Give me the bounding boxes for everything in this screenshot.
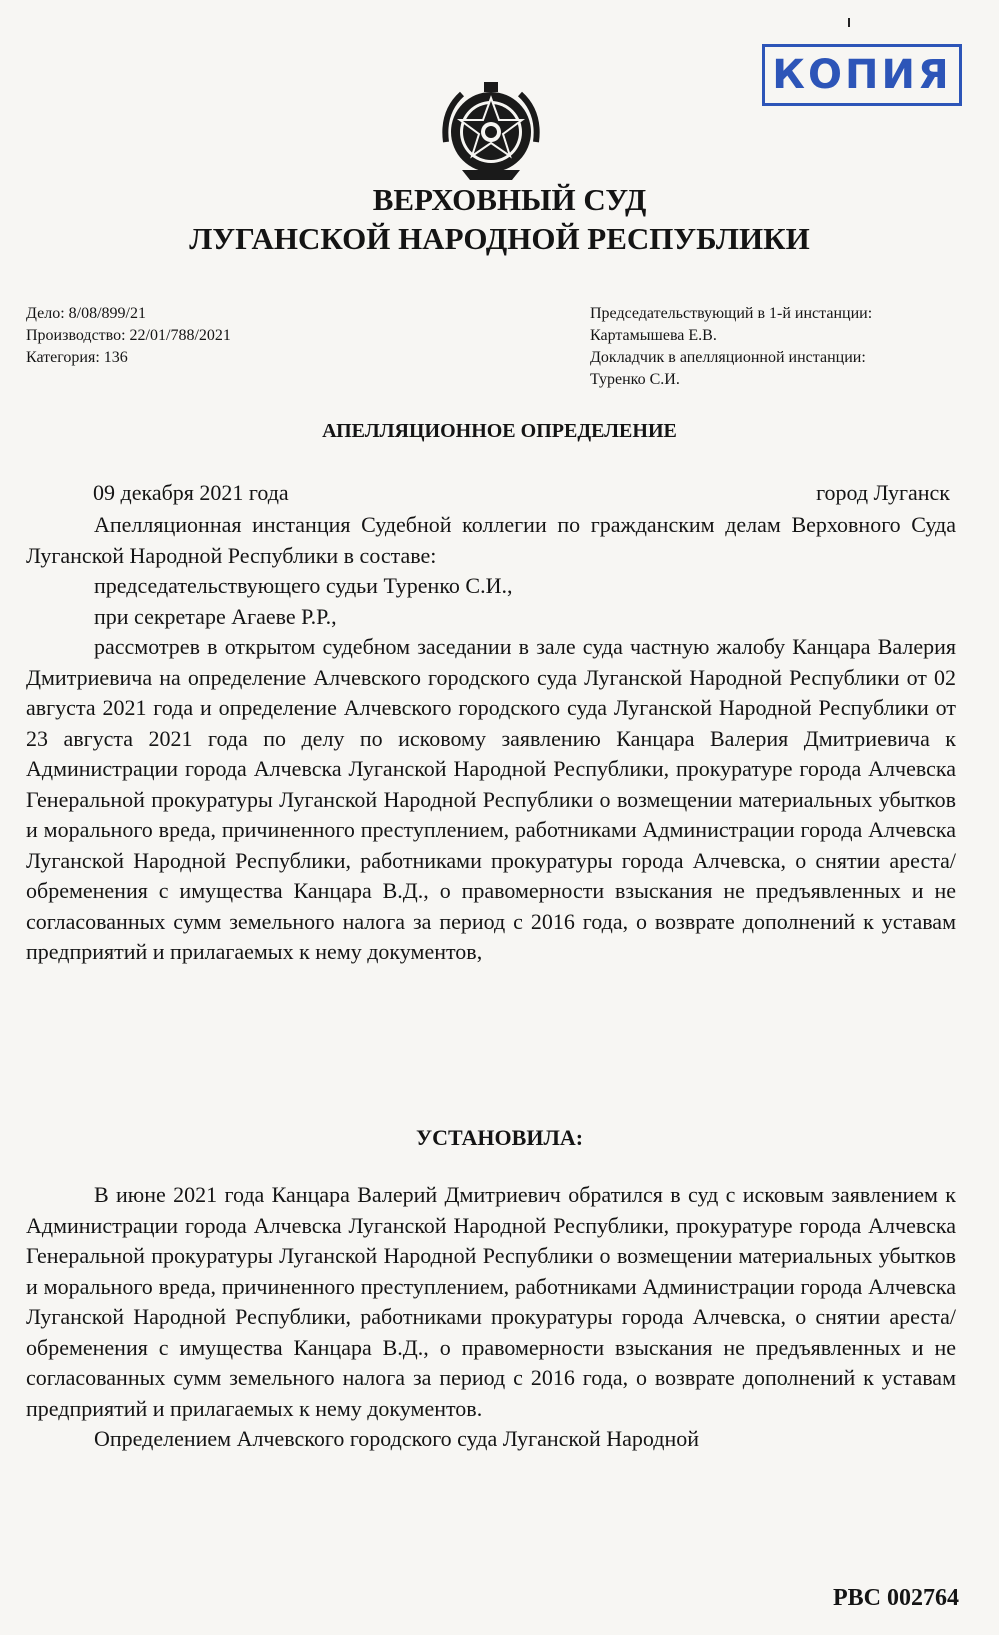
scan-mark [848,18,850,27]
court-title-line2: ЛУГАНСКОЙ НАРОДНОЙ РЕСПУБЛИКИ [189,221,810,256]
findings-paragraph: В июне 2021 года Канцара Валерий Дмитриевич обратился в суд с исковым заявлением к Администрации города Алчевска Луганской Народной Республики, прокуратуре города Алчевска Генеральной прокуратуры Луганской Народной Республики о возмещении материальных убытков и морального вреда, причиненного преступлением, работниками Администрации города Алчевска Луганской Народной Республики, работниками прокуратуры города Алчевска, о снятии ареста/обременения с имущества Канцара В.Д., о правомерности взыскания не предъявленных и не согласованных сумм земельного налога за период с 2016 года, о возврате дополнений к уставам предприятий и прилагаемых к нему документов. [26,1182,956,1421]
intro-paragraph: при секретаре Агаеве Р.Р., [94,603,337,629]
case-category: Категория: 136 [26,349,128,366]
findings-text [26,1180,956,1455]
document-type-heading: АПЕЛЛЯЦИОННОЕ ОПРЕДЕЛЕНИЕ [322,420,677,442]
coat-of-arms-emblem [432,82,550,188]
case-number: Дело: 8/08/899/21 [26,305,146,322]
document-date: 09 декабря 2021 года [93,480,289,505]
intro-paragraph: председательствующего судьи Туренко С.И., [94,573,513,598]
case-info [26,303,231,369]
findings-paragraph: Определением Алчевского городского суда Луганской Народной [94,1426,700,1451]
judges-info [590,303,872,391]
serial-number: РВС 002764 [833,1585,959,1611]
court-title [0,180,999,258]
section-heading: УСТАНОВИЛА: [415,1125,584,1150]
proceeding-number: Производство: 22/01/788/2021 [26,327,231,344]
document-city: город Луганск [816,480,950,505]
intro-paragraph: рассмотрев в открытом судебном заседании в зале суда частную жалобу Канцара Валерия Дмитриевича на определение Алчевского городского суда Луганской Народной Республики от 02 августа 2021 года и определение Алчевского городского суда Луганской Народной Республики от 23 августа 2021 года по делу по исковому заявлению Канцара Валерия Дмитриевича к Администрации города Алчевска Луганской Народной Республики, прокуратуре города Алчевска Генеральной прокуратуры Луганской Народной Республики о возмещении материальных убытков и морального вреда, причиненного преступлением, работниками Администрации города Алчевска Луганской Народной Республики, работниками прокуратуры города Алчевска, о снятии ареста/обременения с имущества Канцара В.Д., о правомерности взыскания не предъявленных и не согласованных сумм земельного налога за период с 2016 года, о возврате дополнений к уставам предприятий и прилагаемых к нему документов, [26,634,956,964]
reporter-label: Докладчик в апелляционной инстанции: [590,349,866,366]
first-instance-judge: Картамышева Е.В. [590,327,717,344]
reporter-judge: Туренко С.И. [590,371,680,388]
intro-paragraph: Апелляционная инстанция Судебной коллегии по гражданским делам Верховного Суда Луганской Народной Республики в составе: [26,512,956,568]
dateline [93,480,950,506]
court-title-line1: ВЕРХОВНЫЙ СУД [372,182,647,217]
intro-text [26,510,956,968]
copy-stamp: КОПИЯ [762,44,962,106]
first-instance-label: Председательствующий в 1-й инстанции: [590,305,873,322]
